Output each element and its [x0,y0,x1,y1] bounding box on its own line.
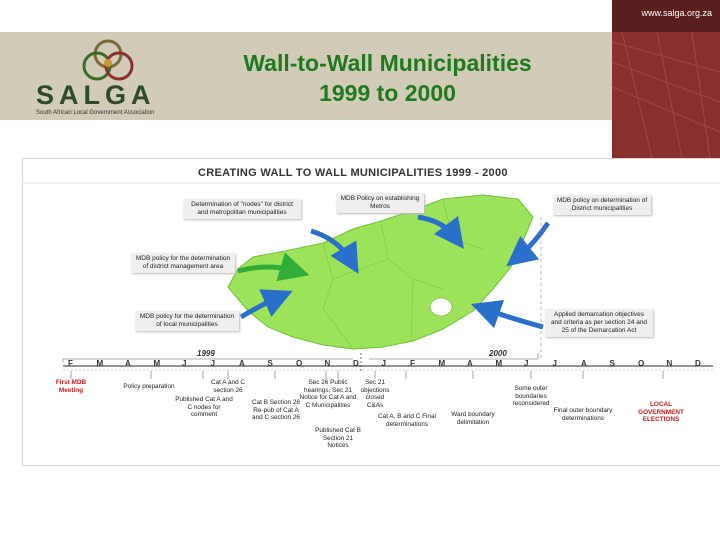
event-elections: LOCAL GOVERNMENT ELECTIONS [638,401,684,423]
title-line-2: 1999 to 2000 [319,80,456,106]
event-outer-reconsidered: Some outer boundaries reconsidered [512,385,550,407]
month-label: M [96,359,104,368]
logo-wordmark: SALGA [36,80,156,110]
month-label: A [581,359,587,368]
callout-applied: Applied demarcation objectives and criteria as per section 24 and 25 of the Demarcation Act [545,309,653,337]
diagram-heading: CREATING WALL TO WALL MUNICIPALITIES 1999 - 2000 [198,167,508,179]
month-label: M [438,359,446,368]
month-label: M [153,359,161,368]
arrow-applied [485,309,543,327]
website-url[interactable]: www.salga.org.za [641,8,712,18]
year-1999: 1999 [197,349,215,358]
salga-emblem-icon [30,36,190,116]
event-published-cat-b: Published Cat B Section 21 Notices [315,427,361,449]
callout-nodes: Determination of "nodes" for district and metropolitan municipalities [183,199,301,219]
event-cat-b-s26: Cat B Section 26 Re-pub of Cat A and C section 26 [252,399,300,421]
month-label: D [353,359,359,368]
logo-tagline: South African Local Government Association [36,110,155,116]
decorative-pattern-icon [612,32,720,158]
page-title [190,48,585,108]
month-label: S [267,359,273,368]
event-abc-final: Cat A, B and C Final determinations [378,413,436,428]
month-label: A [239,359,245,368]
event-published-cat: Published Cat A and C nodes for comment [175,396,233,418]
callout-local: MDB policy for the determination of local municipalities [135,311,239,331]
event-sec26-hearings: Sec 26 Public hearings, Sec 21 Notice for Cat A and C Municipalities [299,379,357,409]
callout-metros: MDB Policy on establishing Metros [336,193,424,213]
month-label: A [125,359,131,368]
month-label: J [552,359,557,368]
diagram-image [22,158,720,466]
month-label: J [381,359,386,368]
event-ward-delimitation: Ward boundary delimitation [451,411,495,426]
year-2000: 2000 [489,349,507,358]
month-label: D [695,359,701,368]
month-label: O [638,359,645,368]
salga-logo [30,36,190,116]
month-label: O [296,359,303,368]
month-label: S [609,359,615,368]
title-line-1: Wall-to-Wall Municipalities [243,50,532,76]
month-label: N [666,359,673,368]
event-first-mdb: First MDB Meeting [55,379,87,394]
callout-district: MDB policy on determination of District municipalities [553,195,651,215]
month-label: M [495,359,503,368]
month-label: J [182,359,187,368]
event-final-outer: Final outer boundary determinations [553,407,613,422]
callout-district-mgmt: MDB policy for the determination of district management area [131,253,235,273]
month-label: N [324,359,331,368]
month-label: A [467,359,473,368]
title-band-accent [612,32,720,158]
month-label: F [410,359,415,368]
event-connectors [71,371,663,379]
lesotho-shape [430,298,452,316]
month-label: J [524,359,529,368]
event-cat-a-c-s26: Cat A and C section 26 [210,379,246,394]
month-label: F [68,359,73,368]
event-sec21-objections: Sec 21 objections closed C&As [360,379,390,409]
month-label: J [210,359,215,368]
event-policy-prep: Policy preparation [123,383,175,390]
